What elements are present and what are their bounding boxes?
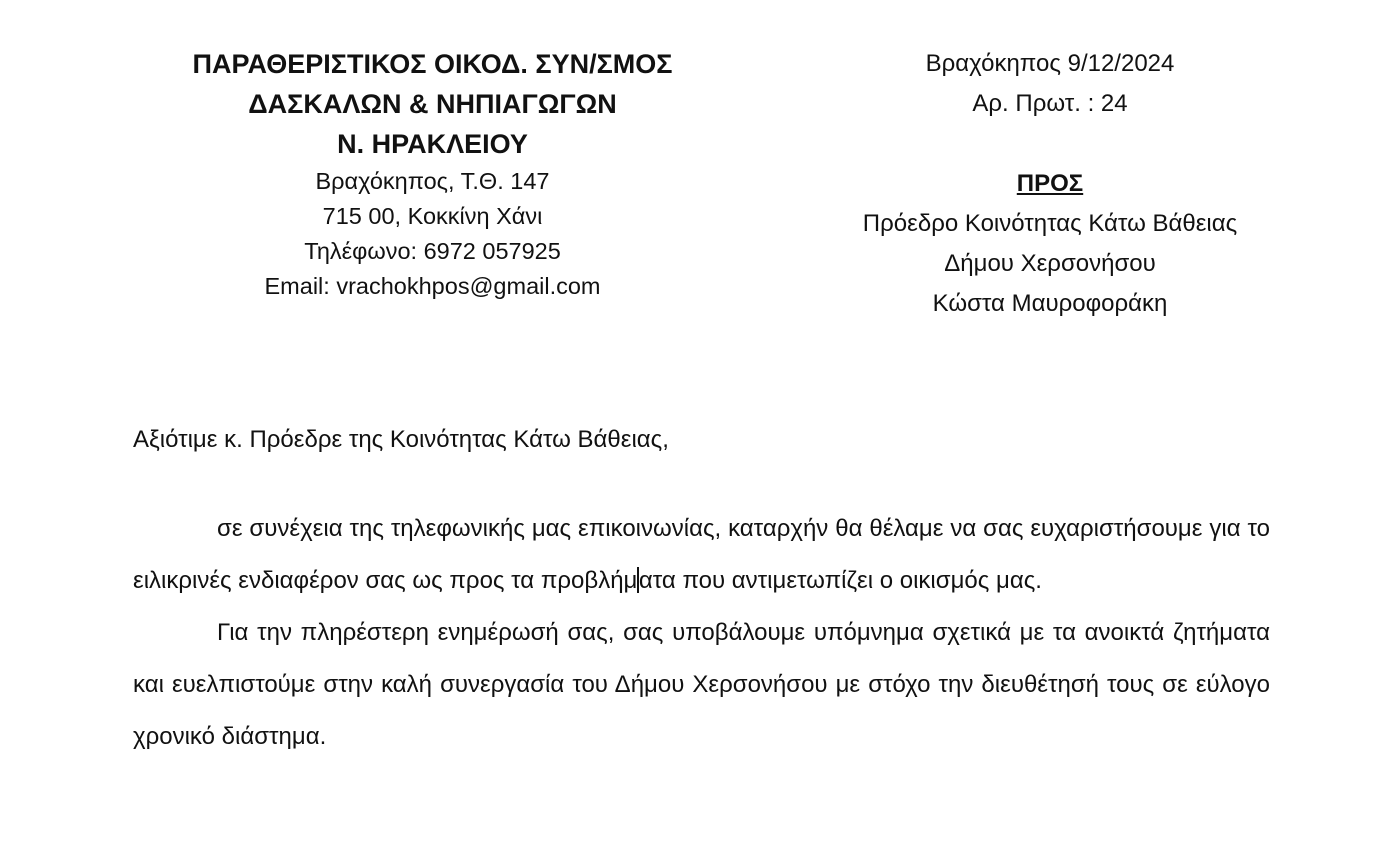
- organization-name-line-3: Ν. ΗΡΑΚΛΕΙΟΥ: [337, 129, 528, 159]
- sender-block: [150, 44, 715, 304]
- organization-name-line-1: ΠΑΡΑΘΕΡΙΣΤΙΚΟΣ ΟΙΚΟΔ. ΣΥΝ/ΣΜΟΣ: [192, 49, 673, 79]
- recipient-line-2: Δήμου Χερσονήσου: [944, 250, 1156, 277]
- sender-phone: Τηλέφωνο: 6972 057925: [304, 238, 561, 264]
- recipient-block: [820, 44, 1280, 324]
- organization-name-line-2: ΔΑΣΚΑΛΩΝ & ΝΗΠΙΑΓΩΓΩΝ: [248, 89, 617, 119]
- recipient-heading: ΠΡΟΣ: [1016, 170, 1084, 197]
- sender-email: Email: vrachokhpos@gmail.com: [264, 273, 601, 299]
- salutation: Αξιότιμε κ. Πρόεδρε της Κοινότητας Κάτω Βάθειας,: [133, 426, 669, 453]
- protocol-number: Αρ. Πρωτ. : 24: [972, 90, 1128, 117]
- place-date: Βραχόκηπος 9/12/2024: [925, 50, 1175, 77]
- paragraph-1[interactable]: [133, 503, 1270, 607]
- recipient-line-1: Πρόεδρο Κοινότητας Κάτω Βάθειας: [862, 210, 1238, 237]
- spacer: [820, 124, 1280, 164]
- sender-address-line-2: 715 00, Κοκκίνη Χάνι: [322, 203, 543, 229]
- letter-body[interactable]: [133, 503, 1270, 763]
- sender-address-line-1: Βραχόκηπος, Τ.Θ. 147: [315, 168, 550, 194]
- paragraph-1-text-before-cursor: σε συνέχεια της τηλεφωνικής μας επικοινωνίας, καταρχήν θα θέλαμε να σας ευχαριστήσουμε για το ειλικρινές ενδιαφέρον σας ως προς τα προβλήμ: [133, 515, 1270, 594]
- recipient-line-3: Κώστα Μαυροφοράκη: [932, 290, 1168, 317]
- paragraph-2[interactable]: Για την πληρέστερη ενημέρωσή σας, σας υποβάλουμε υπόμνημα σχετικά με τα ανοικτά ζητήματα και ευελπιστούμε στην καλή συνεργασία του Δήμου Χερσονήσου με στόχο την διευθέτησή τους σε εύλογο χρονικό διάστημα.: [133, 619, 1270, 750]
- paragraph-1-text-after-cursor: ατα που αντιμετωπίζει ο οικισμός μας.: [638, 567, 1042, 594]
